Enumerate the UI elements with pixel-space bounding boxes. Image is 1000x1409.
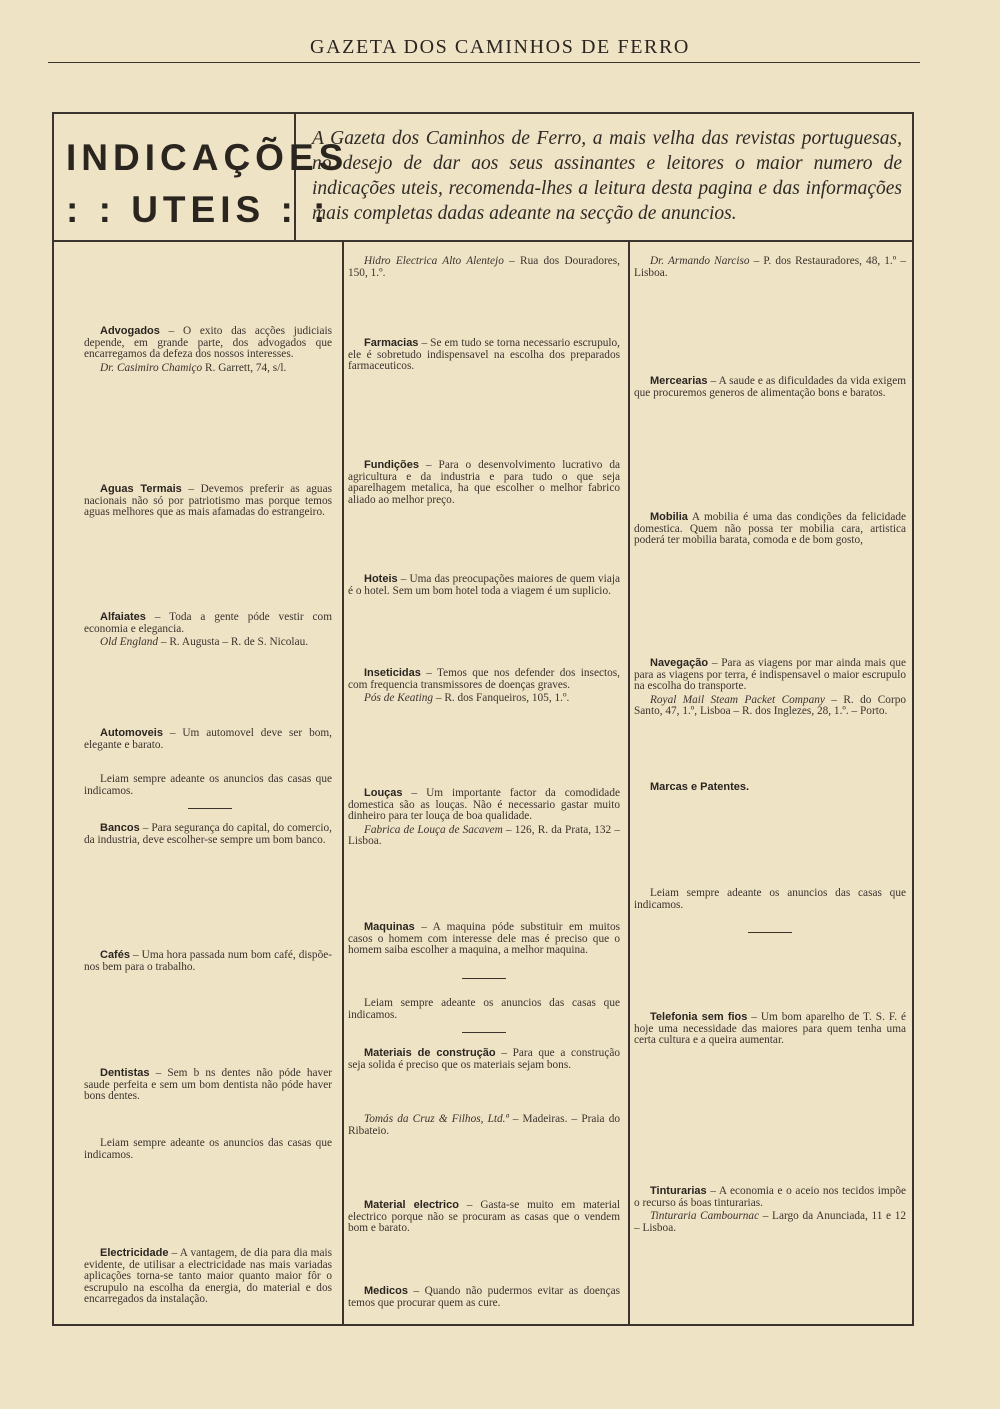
entry-text: Leiam sempre adeante os anuncios das casas que indicamos. [84, 773, 332, 797]
entry-address: – R. do Corpo Santo, 47, 1.º, Lisboa – R. dos Inglezes, 28, 1.º. – Porto. [634, 693, 906, 718]
separator [188, 808, 232, 809]
entry-address: – Madeiras. – Praia do Ribateio. [348, 1113, 620, 1137]
entry-heading: Advogados [100, 325, 160, 337]
entry-text: – Um importante factor da comodidade domestica são as louças. Não é necessario gastar muito dinheiro para ter louça de boa qualidade. [348, 787, 620, 823]
entry-name: Pós de Keating [364, 692, 434, 705]
entry-text: A mobilia é uma das condições da felicidade domestica. Quem não possa ter mobilia cara, artistica poderá ter mobilia barata, comoda e de bom gosto, [634, 511, 906, 547]
entry-text: Leiam sempre adeante os anuncios das casas que indicamos. [84, 1137, 332, 1161]
entry-medicos [348, 1286, 620, 1309]
entry-text: – Devemos preferir as aguas nacionais não só por patriotismo mas porque temos aguas melhores que as mais afamadas do estrangeiro. [84, 483, 332, 519]
entry-heading: Materiais de construção [364, 1047, 496, 1059]
entry-heading: Maquinas [364, 921, 415, 933]
entry-cafes [84, 950, 332, 973]
entry-text: – A vantagem, de dia para dia mais evidente, de utilisar a electricidade nas mais variadas aplicações torna-se tanto maior quanto maior fôr o escrupulo na escolha da energia, do material e dos encarregados da instalação. [84, 1247, 332, 1306]
entry-address: – Largo da Anunciada, 11 e 12 – Lisboa. [634, 1210, 906, 1234]
entry-heading: Alfaiates [100, 611, 146, 623]
entry-address: – Rua dos Douradores, 150, 1.º. [348, 255, 620, 279]
box-title-line2: : : UTEIS : : [66, 189, 331, 230]
entry-text: – Uma das preocupações maiores de quem viaja é o hotel. Sem um bom hotel toda a viagem é um suplicio. [348, 573, 620, 597]
entry-heading: Marcas e Patentes. [650, 781, 750, 793]
entry-electricidade [84, 1248, 332, 1306]
entry-alfaiates [84, 612, 332, 649]
entry-mobilia [634, 512, 906, 547]
box-title-line1: INDICAÇÕES [66, 137, 349, 178]
header-rule [48, 62, 920, 63]
entry-heading: Navegação [650, 657, 709, 669]
entry-automoveis [84, 728, 332, 751]
header-divider [54, 240, 912, 242]
entry-heading: Louças [364, 787, 403, 799]
entry-loucas [348, 788, 620, 848]
column-rule-1 [342, 240, 344, 1324]
entry-text: Leiam sempre adeante os anuncios das casas que indicamos. [634, 887, 906, 911]
entry-material-electrico [348, 1200, 620, 1235]
entry-text: – Uma hora passada num bom café, dispõe-nos bem para o trabalho. [84, 949, 332, 973]
separator [462, 978, 506, 979]
intro-text: A Gazeta dos Caminhos de Ferro, a mais velha das revistas portuguesas, no desejo de dar aos seus assinantes e leitores o maior numero de indicações uteis, recomenda-lhes a leitura desta pagina e das informações mais completas dadas adeante na secção de anuncios. [312, 128, 902, 224]
entry-text: – Se em tudo se torna necessario escrupulo, ele é sobretudo indispensavel na escolha dos preparados farmaceuticos. [348, 337, 620, 373]
entry-heading: Telefonia sem fios [650, 1011, 748, 1023]
entry-tinturarias [634, 1186, 906, 1234]
entry-heading: Mobilia [650, 511, 688, 523]
entry-text: – A saude e as dificuldades da vida exigem que procuremos generos de alimentação bons e baratos. [634, 375, 906, 399]
entry-address: – P. dos Restauradores, 48, 1.º – Lisboa. [634, 255, 906, 279]
entry-text: Leiam sempre adeante os anuncios das casas que indicamos. [348, 997, 620, 1021]
entry-text: – O exito das acções judiciais depende, em grande parte, dos advogados que encarregamos da defeza dos nossos interesses. [84, 325, 332, 361]
entry-navegacao [634, 658, 906, 718]
entry-text: – Para segurança do capital, do comercio, da industria, deve escolher-se sempre um bom banco. [84, 822, 332, 846]
entry-text: – A economia e o aceio nos tecidos impõe o recurso ás boas tinturarias. [634, 1185, 906, 1209]
entry-name: Tinturaria Cambournac [650, 1210, 760, 1223]
entry-address: – R. dos Fanqueiros, 105, 1.º. [433, 692, 570, 705]
column-rule-2 [628, 240, 630, 1324]
entry-name: Tomás da Cruz & Filhos, Ltd.ª [364, 1113, 509, 1125]
entry-text: – Um automovel deve ser bom, elegante e barato. [84, 727, 332, 751]
entry-leiam [84, 774, 332, 797]
entry-farmacias [348, 338, 620, 373]
entry-text: – Um bom aparelho de T. S. F. é hoje uma necessidade das maiores para quem tenha uma certa cultura e a queira aumentar. [634, 1011, 906, 1047]
entry-name: Fabrica de Louça de Sacavem [364, 823, 503, 836]
entry-text: – Para as viagens por mar ainda mais que para as viagens por terra, é indispensavel o maior escrupulo na escolha do transporte. [634, 657, 906, 693]
entry-text: – Quando não pudermos evitar as doenças temos que procurar quem as cure. [348, 1285, 620, 1309]
entry-heading: Inseticidas [364, 667, 421, 679]
entry-name: Royal Mail Steam Packet Company [650, 693, 825, 706]
entry-leiam [634, 888, 906, 911]
entry-name: Dr. Armando Narciso [650, 255, 750, 267]
entry-mercearias [634, 376, 906, 399]
entry-name: Dr. Casimiro Chamiço [100, 361, 203, 374]
entry-hoteis [348, 574, 620, 597]
entry-heading: Hoteis [364, 573, 398, 585]
entry-fundicoes [348, 460, 620, 506]
entry-heading: Cafés [100, 949, 130, 961]
entry-inseticidas [348, 668, 620, 705]
entry-text: – Para o desenvolvimento lucrativo da agricultura e da industria e para tudo o que seja aparelhagem metalica, ha que escolher o melhor fabrico aliado ao melhor preço. [348, 459, 620, 506]
entry-heading: Fundições [364, 459, 420, 471]
entry-telefonia [634, 1012, 906, 1047]
entry-text: – A maquina póde substituir em muitos casos o homem com interesse dele mas é preciso que o homem saiba escolher a maquina, a melhor maquina. [348, 921, 620, 957]
entry-heading: Tinturarias [650, 1185, 707, 1197]
entry-text: – Sem b ns dentes não póde haver saude perfeita e sem um bom dentista não póde haver bons dentes. [84, 1067, 332, 1103]
entry-text: – Para que a construção seja solida é preciso que os materiais sejam bons. [348, 1047, 620, 1071]
entry-aguas-termais [84, 484, 332, 519]
entry-address: – 126, R. da Prata, 132 – Lisboa. [348, 823, 621, 848]
entry-text: – Gasta-se muito em material electrico porque não se procuram as casas que o vendem bom e barato. [348, 1199, 620, 1235]
entry-dentistas [84, 1068, 332, 1103]
entry-heading: Electricidade [100, 1247, 169, 1259]
entry-materiais-construcao [348, 1048, 620, 1071]
separator [462, 1032, 506, 1033]
entry-armando-narciso [634, 256, 906, 279]
indicacoes-box [52, 112, 914, 1326]
entry-advogados [84, 326, 332, 374]
entry-heading: Aguas Termais [100, 483, 182, 495]
entry-leiam [348, 998, 620, 1021]
entry-tomas-da-cruz [348, 1114, 620, 1137]
entry-name: Old England [100, 636, 159, 649]
entry-hidro-electrica [348, 256, 620, 279]
entry-heading: Farmacias [364, 337, 419, 349]
entry-name: Hidro Electrica Alto Alentejo [364, 255, 504, 267]
entry-address: R. Garrett, 74, s/l. [202, 361, 287, 374]
box-title [66, 132, 349, 236]
running-head: GAZETA DOS CAMINHOS DE FERRO [310, 36, 690, 58]
entry-marcas-patentes [634, 782, 906, 794]
entry-heading: Automoveis [100, 727, 163, 739]
separator [748, 932, 792, 933]
entry-maquinas [348, 922, 620, 957]
entry-heading: Dentistas [100, 1067, 150, 1079]
entry-leiam [84, 1138, 332, 1161]
entry-heading: Medicos [364, 1285, 409, 1297]
entry-text: – Toda a gente póde vestir com economia e elegancia. [84, 611, 332, 635]
entry-heading: Material electrico [364, 1199, 459, 1211]
entry-heading: Bancos [100, 822, 140, 834]
entry-address: – R. Augusta – R. de S. Nicolau. [158, 636, 309, 649]
entry-text: – Temos que nos defender dos insectos, com frequencia transmissores de doenças graves. [348, 667, 620, 691]
entry-bancos [84, 823, 332, 846]
entry-heading: Mercearias [650, 375, 708, 387]
